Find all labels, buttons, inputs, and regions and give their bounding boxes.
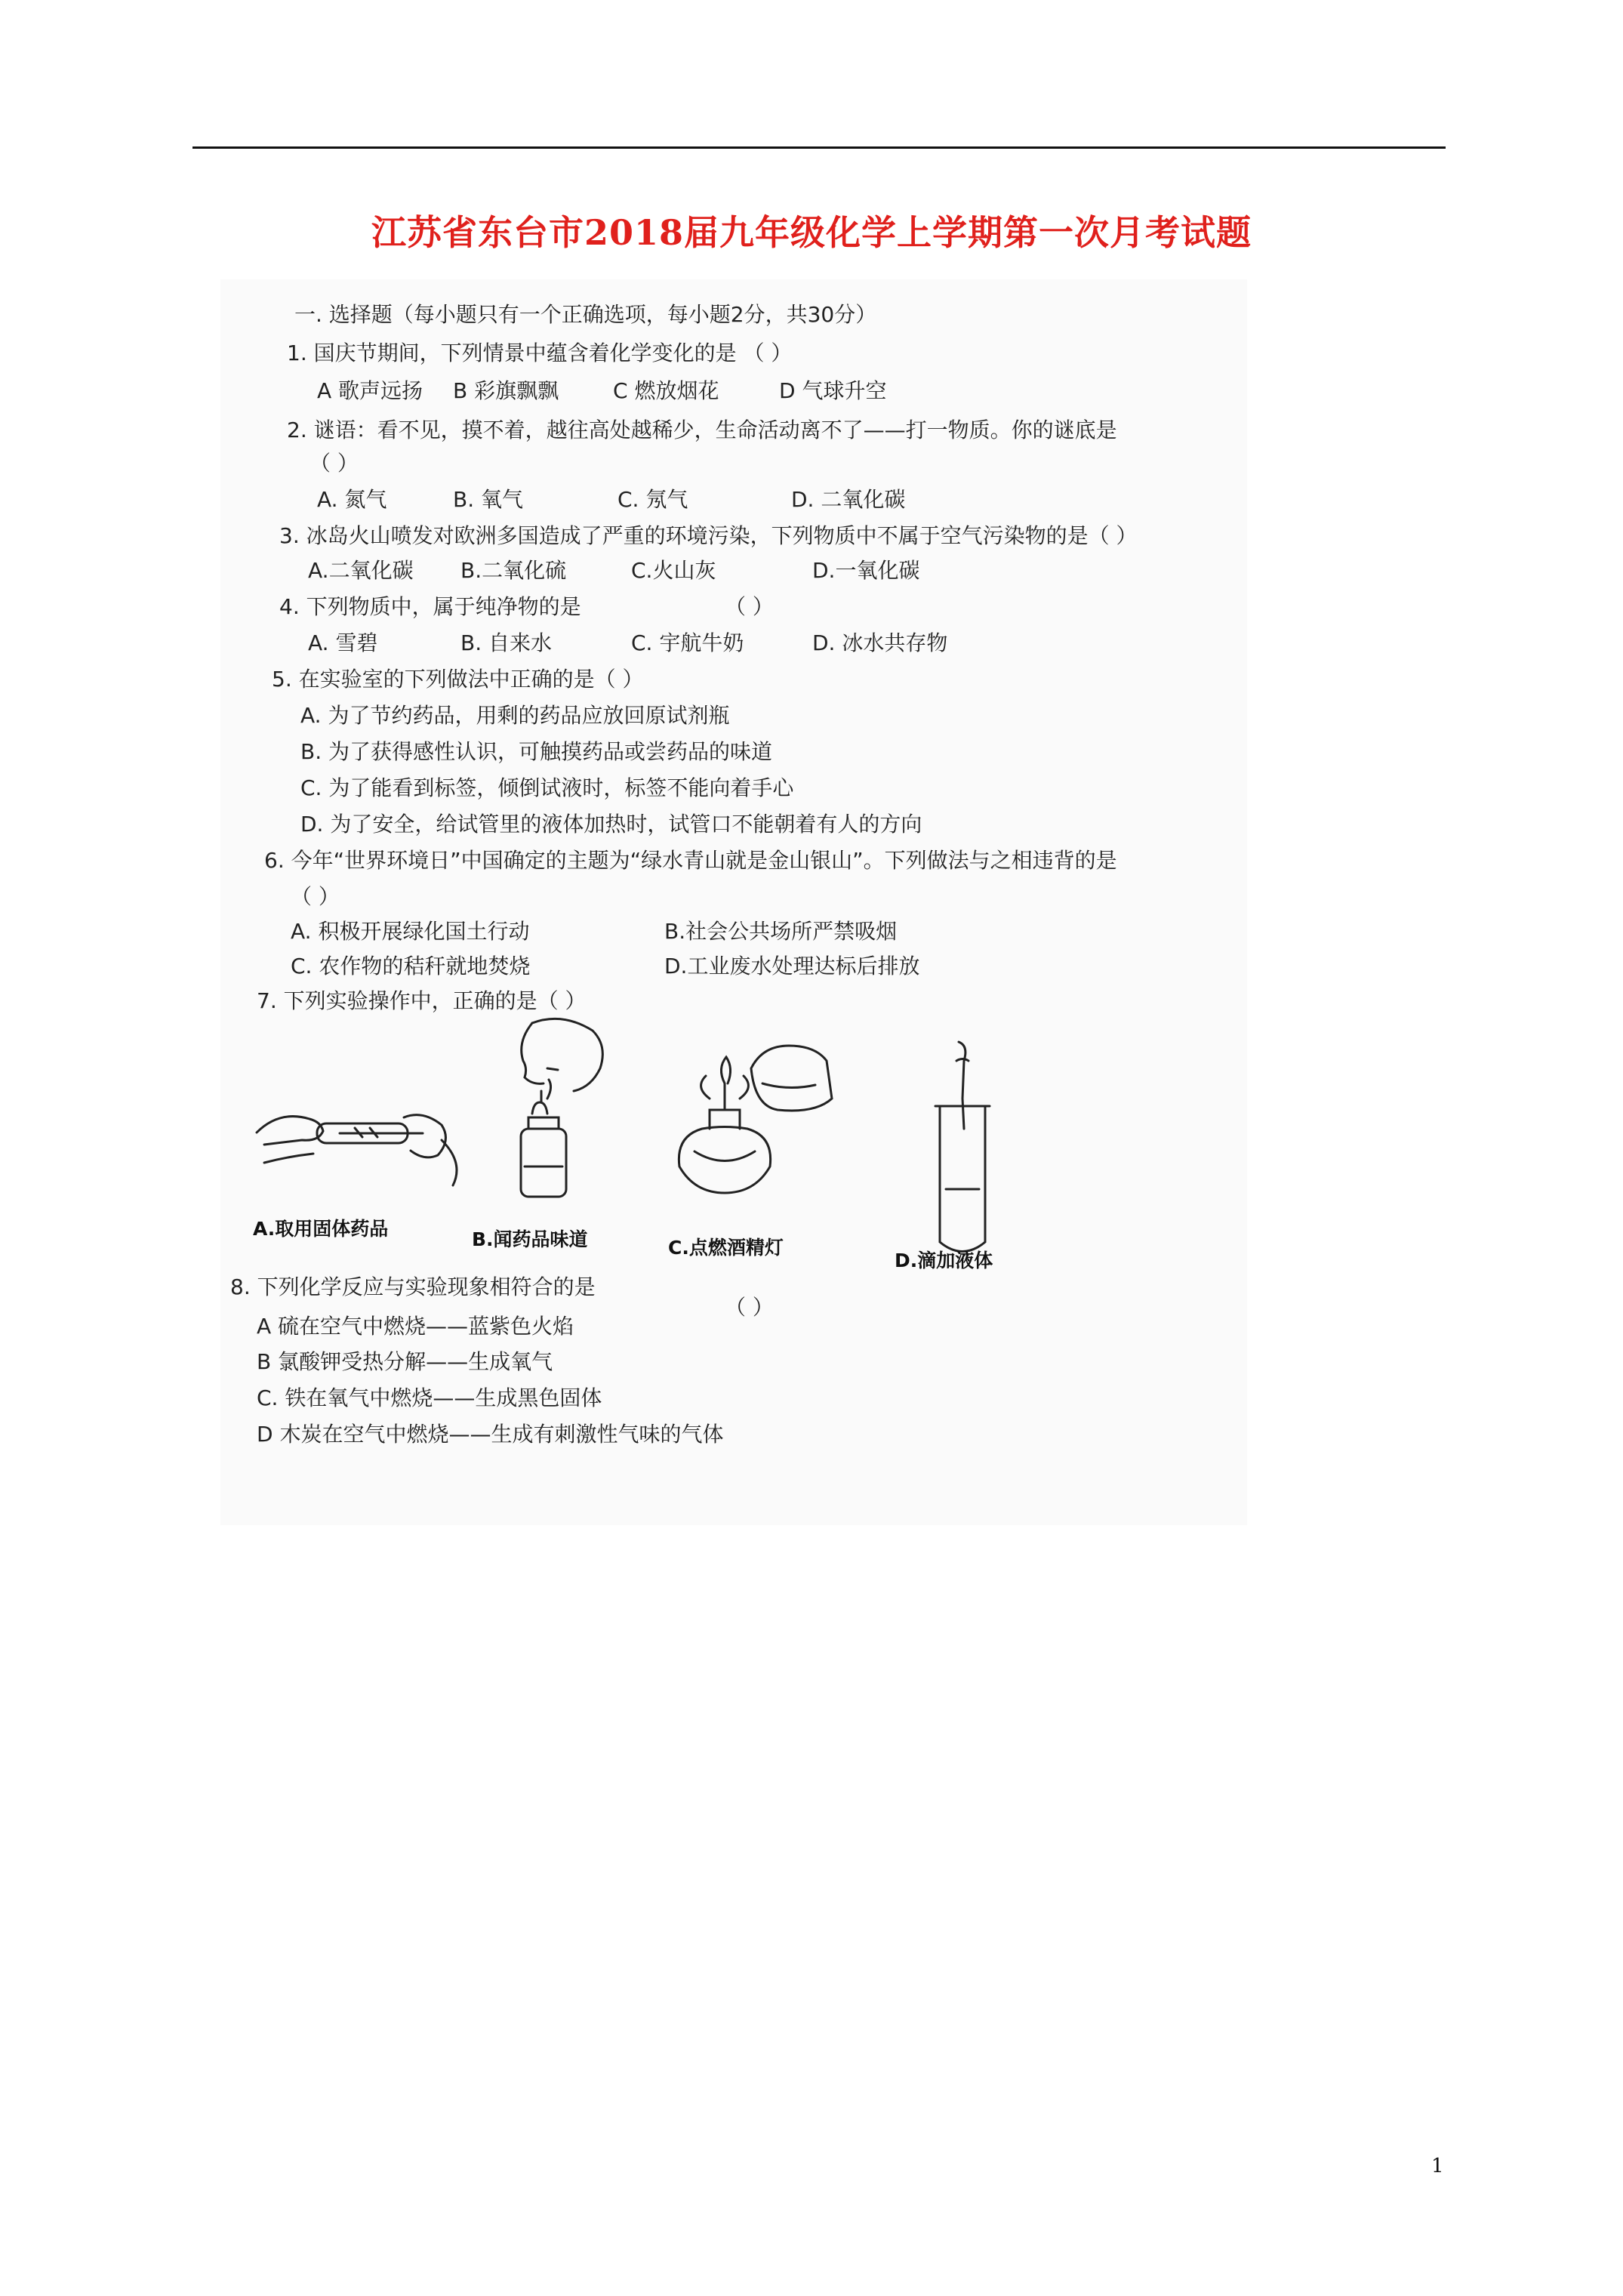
q4-option-c: C. 宇航牛奶 [631, 630, 744, 655]
figure-d-caption: D.滴加液体 [895, 1250, 993, 1271]
q3-option-b: B.二氧化硫 [460, 558, 567, 583]
figure-a-take-solid-drawing [249, 1072, 476, 1200]
q2-option-a: A. 氮气 [317, 487, 387, 512]
question-5-stem: 5. 在实验室的下列做法中正确的是（ ） [272, 667, 644, 692]
q1-option-c: C 燃放烟花 [613, 378, 719, 403]
q4-option-b: B. 自来水 [460, 630, 553, 655]
q6-option-c: C. 农作物的秸秆就地焚烧 [291, 954, 531, 978]
q5-option-c: C. 为了能看到标签，倾倒试液时，标签不能向着手心 [300, 775, 794, 800]
figure-c-light-lamp-drawing [664, 1015, 845, 1212]
q8-option-a: A 硫在空气中燃烧——蓝紫色火焰 [257, 1314, 574, 1339]
figure-c-caption: C.点燃酒精灯 [668, 1237, 784, 1259]
q1-option-d: D 气球升空 [779, 378, 887, 403]
q3-option-a: A.二氧化碳 [308, 558, 414, 583]
figure-b-caption: B.闻药品味道 [472, 1228, 588, 1250]
q5-option-b: B. 为了获得感性认识，可触摸药品或尝药品的味道 [300, 739, 773, 764]
q5-option-a: A. 为了节约药品，用剩的药品应放回原试剂瓶 [300, 703, 730, 728]
header-rule [192, 146, 1446, 149]
q3-option-c: C.火山灰 [631, 558, 716, 583]
figure-a-caption: A.取用固体药品 [253, 1218, 389, 1240]
q8-option-b: B 氯酸钾受热分解——生成氧气 [257, 1349, 553, 1374]
q3-option-d: D.一氧化碳 [812, 558, 920, 583]
q6-option-a: A. 积极开展绿化国土行动 [291, 919, 530, 944]
question-6-bracket: （ ） [291, 884, 340, 909]
question-2-stem: 2. 谜语：看不见，摸不着，越往高处越稀少，生命活动离不了——打一物质。你的谜底是 [287, 418, 1117, 442]
question-1-stem: 1. 国庆节期间，下列情景中蕴含着化学变化的是 （ ） [287, 341, 793, 365]
q1-option-b: B 彩旗飘飘 [453, 378, 559, 403]
q8-option-d: D 木炭在空气中燃烧——生成有刺激性气味的气体 [257, 1422, 724, 1447]
page-title: 江苏省东台市2018届九年级化学上学期第一次月考试题 [371, 212, 1252, 253]
question-8-bracket: （ ） [725, 1295, 774, 1320]
question-4-stem: 4. 下列物质中，属于纯净物的是 [279, 594, 581, 619]
figure-d-drop-liquid-drawing [925, 1038, 1000, 1265]
q2-option-c: C. 氖气 [617, 487, 688, 512]
q5-option-d: D. 为了安全，给试管里的液体加热时，试管口不能朝着有人的方向 [300, 812, 922, 837]
q2-option-d: D. 二氧化碳 [791, 487, 906, 512]
question-3-stem: 3. 冰岛火山喷发对欧洲多国造成了严重的环境污染，下列物质中不属于空气污染物的是（ ） [279, 523, 1138, 548]
question-8-stem: 8. 下列化学反应与实验现象相符合的是 [230, 1274, 596, 1299]
section-header: 一. 选择题（每小题只有一个正确选项，每小题2分，共30分） [294, 302, 877, 327]
question-4-bracket: （ ） [725, 594, 774, 619]
q4-option-d: D. 冰水共存物 [812, 630, 948, 655]
question-7-stem: 7. 下列实验操作中，正确的是（ ） [257, 988, 587, 1013]
q2-option-b: B. 氧气 [453, 487, 524, 512]
question-2-bracket: （ ） [310, 451, 359, 476]
q6-option-b: B.社会公共场所严禁吸烟 [664, 919, 898, 944]
figure-b-smell-drawing [502, 1015, 615, 1216]
q4-option-a: A. 雪碧 [308, 630, 378, 655]
q6-option-d: D.工业废水处理达标后排放 [664, 954, 920, 978]
q8-option-c: C. 铁在氧气中燃烧——生成黑色固体 [257, 1385, 602, 1410]
question-6-stem: 6. 今年“世界环境日”中国确定的主题为“绿水青山就是金山银山”。下列做法与之相违背的是 [264, 848, 1117, 873]
page-number: 1 [1431, 2155, 1444, 2177]
q1-option-a: A 歌声远扬 [317, 378, 423, 403]
